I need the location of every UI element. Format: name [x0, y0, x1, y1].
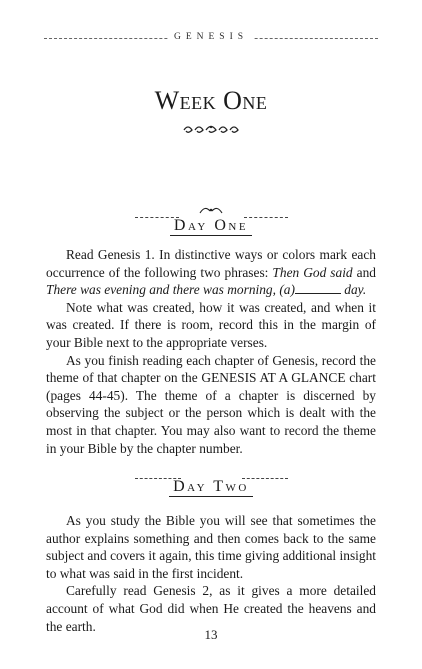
paragraph: As you finish reading each chapter of Genesis, record the theme of that chapter on the GENESIS AT A GLANCE chart (pages 44-45). The theme of a chapter is discerned by observing the subject or the person which is dealt with the most in that chapter. You may also want to record the theme in your Bible by the chapter number.: [46, 352, 376, 456]
italic-phrase: day.: [340, 282, 367, 298]
italic-phrase: Then God said: [272, 264, 353, 280]
text-run: Read Genesis 1. In distinctive ways or colors mark each occurrence of the following two phrases:: [46, 247, 376, 280]
paragraph: Note what was created, how it was created, and when it was created. If there is room, record this in the margin of your Bible next to the appropriate verses.: [46, 299, 376, 350]
text-run: and: [352, 264, 376, 280]
week-title: Week One: [154, 86, 268, 115]
day-two-heading: [0, 466, 422, 506]
day-two-label: Day Two: [169, 478, 253, 497]
page-number: 13: [204, 627, 218, 642]
italic-phrase: There was evening and there was morning, (a): [46, 282, 295, 298]
running-header: [44, 26, 378, 44]
day-one-heading: [0, 205, 422, 245]
running-title: GENESIS: [168, 32, 254, 42]
swirl-ornament-icon: [181, 122, 241, 136]
leaf-ornament-icon: [198, 205, 224, 215]
paragraph: [46, 246, 376, 299]
day-one-text: [46, 246, 376, 457]
paragraph: As you study the Bible you will see that sometimes the author explains something and then comes back to the same subject and covers it again, this time giving additional insight to what was said in the first incident.: [46, 513, 376, 581]
day-one-label: Day One: [170, 217, 252, 236]
fill-in-blank: [295, 282, 341, 294]
day-two-text: [46, 512, 376, 635]
paragraph: Carefully read Genesis 2, as it gives a more detailed account of what God did when He created the heavens and the earth.: [46, 583, 376, 634]
